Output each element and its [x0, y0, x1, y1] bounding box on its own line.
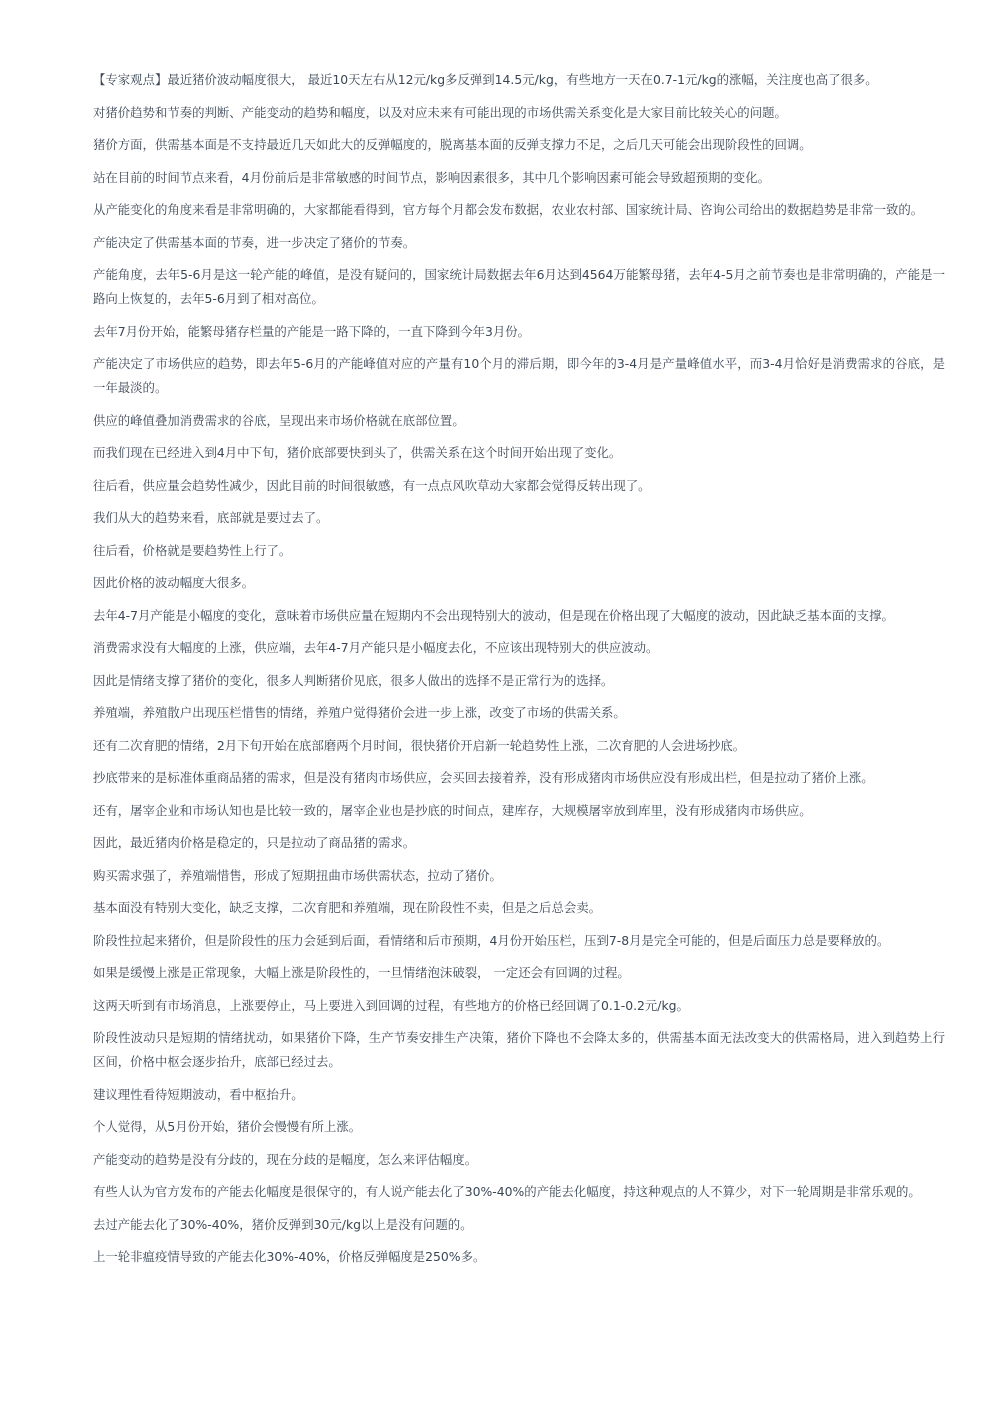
paragraph: 还有，屠宰企业和市场认知也是比较一致的，屠宰企业也是抄底的时间点，建库存，大规模屠宰放到库里，没有形成猪肉市场供应。 — [93, 802, 812, 818]
paragraph: 阶段性拉起来猪价，但是阶段性的压力会延到后面，看情绪和后市预期，4月份开始压栏，压到7-8月是完全可能的，但是后面压力总是要释放的。 — [93, 932, 890, 948]
paragraph: 产能决定了供需基本面的节奏，进一步决定了猪价的节奏。 — [93, 234, 416, 250]
paragraph: 站在目前的时间节点来看，4月份前后是非常敏感的时间节点，影响因素很多，其中几个影响因素可能会导致超预期的变化。 — [93, 169, 770, 185]
paragraph: 因此是情绪支撑了猪价的变化，很多人判断猪价见底，很多人做出的选择不是正常行为的选择。 — [93, 672, 614, 688]
paragraph: 有些人认为官方发布的产能去化幅度是很保守的，有人说产能去化了30%-40%的产能去化幅度，持这种观点的人不算少，对下一轮周期是非常乐观的。 — [93, 1184, 921, 1199]
paragraph: 我们从大的趋势来看，底部就是要过去了。 — [93, 510, 329, 525]
paragraph: 而我们现在已经进入到4月中下旬，猪价底部要快到头了，供需关系在这个时间开始出现了变化。 — [93, 445, 622, 460]
paragraph: 从产能变化的角度来看是非常明确的，大家都能看得到，官方每个月都会发布数据，农业农村部、国家统计局、咨询公司给出的数据趋势是非常一致的。 — [93, 202, 924, 217]
paragraph: 因此价格的波动幅度大很多。 — [93, 575, 255, 590]
paragraph: 往后看，供应量会趋势性减少，因此目前的时间很敏感，有一点点风吹草动大家都会觉得反转出现了。 — [93, 477, 651, 493]
paragraph: 产能变动的趋势是没有分歧的，现在分歧的是幅度，怎么来评估幅度。 — [93, 1151, 478, 1167]
paragraph: 养殖端，养殖散户出现压栏惜售的情绪，养殖户觉得猪价会进一步上涨，改变了市场的供需关系。 — [93, 705, 626, 720]
paragraph: 猪价方面，供需基本面是不支持最近几天如此大的反弹幅度的，脱离基本面的反弹支撑力不足，之后几天可能会出现阶段性的回调。 — [93, 137, 812, 152]
paragraph: 消费需求没有大幅度的上涨，供应端，去年4-7月产能只是小幅度去化，不应该出现特别大的供应波动。 — [93, 640, 659, 655]
paragraph: 【专家观点】最近猪价波动幅度很大， 最近10天左右从12元/kg多反弹到14.5元/kg，有些地方一天在0.7-1元/kg的涨幅，关注度也高了很多。 — [93, 72, 878, 87]
paragraph: 供应的峰值叠加消费需求的谷底，呈现出来市场价格就在底部位置。 — [93, 412, 465, 428]
paragraph: 还有二次育肥的情绪，2月下旬开始在底部磨两个月时间，很快猪价开启新一轮趋势性上涨，二次育肥的人会进场抄底。 — [93, 737, 746, 753]
paragraph: 阶段性波动只是短期的情绪扰动，如果猪价下降，生产节奏安排生产决策，猪价下降也不会降太多的，供需基本面无法改变大的供需格局，进入到趋势上行区间，价格中枢会逐步抬升，底部已经过去。 — [93, 1030, 945, 1069]
paragraph: 如果是缓慢上涨是正常现象，大幅上涨是阶段性的，一旦情绪泡沫破裂， 一定还会有回调的过程。 — [93, 965, 630, 980]
paragraph: 个人觉得，从5月份开始，猪价会慢慢有所上涨。 — [93, 1119, 362, 1134]
paragraph: 这两天听到有市场消息，上涨要停止，马上要进入到回调的过程，有些地方的价格已经回调了0.1-0.2元/kg。 — [93, 997, 689, 1013]
paragraph: 购买需求强了，养殖端惜售，形成了短期扭曲市场供需状态，拉动了猪价。 — [93, 867, 502, 883]
article-body — [93, 68, 945, 1278]
paragraph: 去过产能去化了30%-40%，猪价反弹到30元/kg以上是没有问题的。 — [93, 1216, 473, 1232]
paragraph: 基本面没有特别大变化，缺乏支撑，二次育肥和养殖端，现在阶段性不卖，但是之后总会卖。 — [93, 900, 602, 915]
paragraph: 产能决定了市场供应的趋势，即去年5-6月的产能峰值对应的产量有10个月的滞后期，即今年的3-4月是产量峰值水平，而3-4月恰好是消费需求的谷底，是一年最淡的。 — [93, 356, 945, 395]
paragraph: 抄底带来的是标准体重商品猪的需求，但是没有猪肉市场供应，会买回去接着养，没有形成猪肉市场供应没有形成出栏，但是拉动了猪价上涨。 — [93, 770, 874, 785]
paragraph: 对猪价趋势和节奏的判断、产能变动的趋势和幅度，以及对应未来有可能出现的市场供需关系变化是大家目前比较关心的问题。 — [93, 104, 787, 120]
paragraph: 产能角度，去年5-6月是这一轮产能的峰值，是没有疑问的，国家统计局数据去年6月达到4564万能繁母猪，去年4-5月之前节奏也是非常明确的，产能是一路向上恢复的，去年5-6月到了相对高位。 — [93, 267, 945, 306]
paragraph: 往后看，价格就是要趋势性上行了。 — [93, 542, 292, 558]
paragraph: 建议理性看待短期波动，看中枢抬升。 — [93, 1086, 304, 1102]
paragraph: 去年4-7月产能是小幅度的变化，意味着市场供应量在短期内不会出现特别大的波动，但是现在价格出现了大幅度的波动，因此缺乏基本面的支撑。 — [93, 607, 894, 623]
paragraph: 因此，最近猪肉价格是稳定的，只是拉动了商品猪的需求。 — [93, 835, 416, 850]
paragraph: 上一轮非瘟疫情导致的产能去化30%-40%，价格反弹幅度是250%多。 — [93, 1249, 486, 1264]
paragraph: 去年7月份开始，能繁母猪存栏量的产能是一路下降的，一直下降到今年3月份。 — [93, 323, 531, 339]
